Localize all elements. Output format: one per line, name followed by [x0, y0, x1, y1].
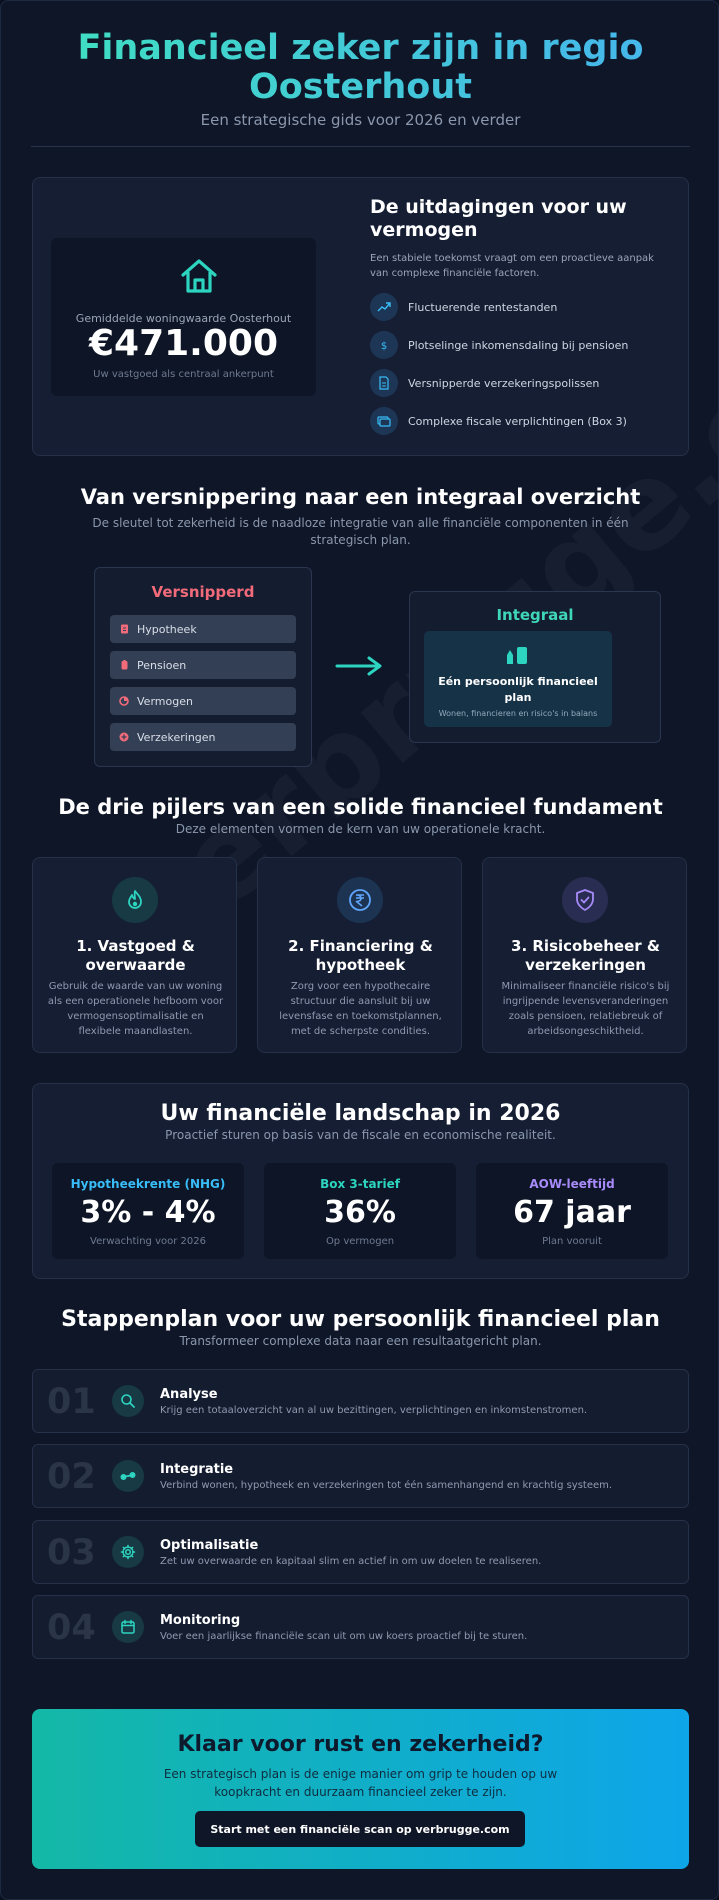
fragmented-item	[110, 651, 296, 679]
step-row	[32, 1595, 689, 1659]
fragmented-item-label: Vermogen	[137, 694, 193, 708]
step-title: Analyse	[160, 1387, 218, 1402]
shield-icon	[562, 877, 608, 923]
landscape-subtitle: Proactief sturen op basis van de fiscale en economische realiteit.	[165, 1128, 556, 1142]
pillars-title: De drie pijlers van een solide financieel fundament	[58, 795, 663, 819]
step-row	[32, 1369, 689, 1433]
header-divider	[31, 146, 690, 147]
landscape-title: Uw financiële landschap in 2026	[160, 1101, 561, 1126]
challenge-item	[370, 293, 680, 321]
money-icon	[370, 407, 398, 435]
step-title: Monitoring	[160, 1613, 241, 1628]
challenge-item	[370, 369, 680, 397]
challenges-intro: Een stabiele toekomst vraagt om een proactieve aanpak van complexe financiële factoren.	[370, 253, 654, 279]
document-icon	[119, 624, 129, 634]
step-text: Verbind wonen, hypotheek en verzekeringen tot één samenhangend en krachtig systeem.	[160, 1480, 613, 1491]
house-value-note: Uw vastgoed als centraal ankerpunt	[93, 369, 274, 380]
calendar-icon	[112, 1611, 144, 1643]
stat-note: Plan vooruit	[542, 1236, 602, 1247]
stat-label: Box 3-tarief	[320, 1177, 400, 1191]
stat-value: 67 jaar	[513, 1195, 631, 1230]
house-icon	[178, 255, 220, 297]
challenge-item	[370, 407, 680, 435]
integral-plan: Eén persoonlijk financieel plan	[438, 675, 598, 704]
steps-subtitle: Transformeer complexe data naar een resultaatgericht plan.	[179, 1334, 542, 1348]
step-text: Krijg een totaaloverzicht van al uw bezittingen, verplichtingen en inkomstenstromen.	[160, 1405, 588, 1416]
pillar-text: Zorg voor een hypothecaire structuur die aansluit bij uw levensfase en toekomstplannen, met de scherpste condities.	[279, 981, 442, 1037]
pillar-text: Gebruik de waarde van uw woning als een operationele hefboom voor vermogensoptimalisatie en flexibele maandlasten.	[47, 981, 224, 1037]
overview-subtitle: De sleutel tot zekerheid is de naadloze integratie van alle financiële componenten in één strategisch plan.	[92, 516, 629, 547]
document-icon	[370, 369, 398, 397]
fragmented-item	[110, 723, 296, 751]
link-icon	[112, 1460, 144, 1492]
pillar-card	[257, 857, 462, 1053]
piggy-icon	[119, 660, 129, 670]
challenge-item	[370, 331, 680, 359]
fragmented-item-label: Verzekeringen	[137, 730, 216, 744]
step-number: 04	[47, 1608, 96, 1648]
stat-value: 36%	[324, 1195, 396, 1230]
step-title: Integratie	[160, 1462, 234, 1477]
stat-label: AOW-leeftijd	[529, 1177, 615, 1191]
step-row	[32, 1444, 689, 1508]
pillar-title: 1. Vastgoed & overwaarde	[76, 937, 195, 974]
chart-pie-icon	[119, 696, 129, 706]
stat-card	[476, 1163, 668, 1259]
step-title: Optimalisatie	[160, 1538, 259, 1553]
cta-title: Klaar voor rust en zekerheid?	[177, 1732, 544, 1757]
svg-text:$: $	[380, 341, 388, 352]
integral-title: Integraal	[496, 606, 574, 624]
challenges-title: De uitdagingen voor uw vermogen	[370, 196, 627, 241]
stat-note: Op vermogen	[325, 1236, 395, 1247]
step-row	[32, 1520, 689, 1584]
challenge-label: Plotselinge inkomensdaling bij pensioen	[408, 338, 629, 352]
search-icon	[112, 1385, 144, 1417]
pillar-card	[32, 857, 237, 1053]
currency-icon	[337, 877, 383, 923]
plan-icon	[504, 644, 532, 666]
plus-shield-icon	[119, 732, 129, 742]
challenge-label: Complexe fiscale verplichtingen (Box 3)	[408, 414, 627, 428]
pillar-title: 3. Risicobeheer & verzekeringen	[511, 937, 660, 974]
page-subtitle: Een strategische gids voor 2026 en verder	[200, 111, 521, 129]
steps-title: Stappenplan voor uw persoonlijk financieel plan	[61, 1307, 660, 1332]
fragmented-item	[110, 687, 296, 715]
dollar-icon	[370, 331, 398, 359]
gear-icon	[112, 1536, 144, 1568]
flame-icon	[112, 877, 158, 923]
house-value: €471.000	[88, 323, 279, 364]
stat-card	[52, 1163, 244, 1259]
fragmented-item-label: Hypotheek	[137, 622, 197, 636]
house-value-label: Gemiddelde woningwaarde Oosterhout	[75, 312, 292, 325]
pillar-card	[482, 857, 687, 1053]
pillar-title: 2. Financiering & hypotheek	[288, 937, 433, 974]
challenge-label: Fluctuerende rentestanden	[408, 300, 558, 314]
fragmented-item-label: Pensioen	[137, 658, 187, 672]
step-number: 02	[47, 1457, 96, 1497]
step-number: 01	[47, 1382, 96, 1422]
fragmented-item	[110, 615, 296, 643]
pillars-subtitle: Deze elementen vormen de kern van uw operationele kracht.	[175, 822, 546, 836]
fragmented-title: Versnipperd	[151, 583, 255, 601]
stat-card	[264, 1163, 456, 1259]
step-text: Zet uw overwaarde en kapitaal slim en actief in om uw doelen te realiseren.	[160, 1556, 542, 1567]
stat-note: Verwachting voor 2026	[90, 1236, 206, 1247]
page-title: Financieel zeker zijn in regio Oosterhout	[31, 29, 690, 107]
trend-icon	[370, 293, 398, 321]
overview-title: Van versnippering naar een integraal overzicht	[80, 485, 641, 509]
challenge-label: Versnipperde verzekeringspolissen	[408, 376, 600, 390]
cta-text: Een strategisch plan is de enige manier om grip te houden op uw koopkracht en duurzaam financieel zeker te zijn.	[163, 1767, 558, 1799]
step-number: 03	[47, 1533, 96, 1573]
stat-value: 3% - 4%	[80, 1195, 216, 1230]
arrow-right-icon	[335, 655, 385, 677]
start-scan-button[interactable]: Start met een financiële scan op verbrugge.com	[195, 1811, 525, 1847]
stat-label: Hypotheekrente (NHG)	[70, 1177, 226, 1191]
step-text: Voer een jaarlijkse financiële scan uit om uw koers proactief bij te sturen.	[160, 1631, 528, 1642]
integral-note: Wonen, financieren en risico's in balans	[438, 709, 598, 718]
pillar-text: Minimaliseer financiële risico's bij ingrijpende levensveranderingen zoals pensioen, relatiebreuk of arbeidsongeschiktheid.	[501, 981, 670, 1037]
